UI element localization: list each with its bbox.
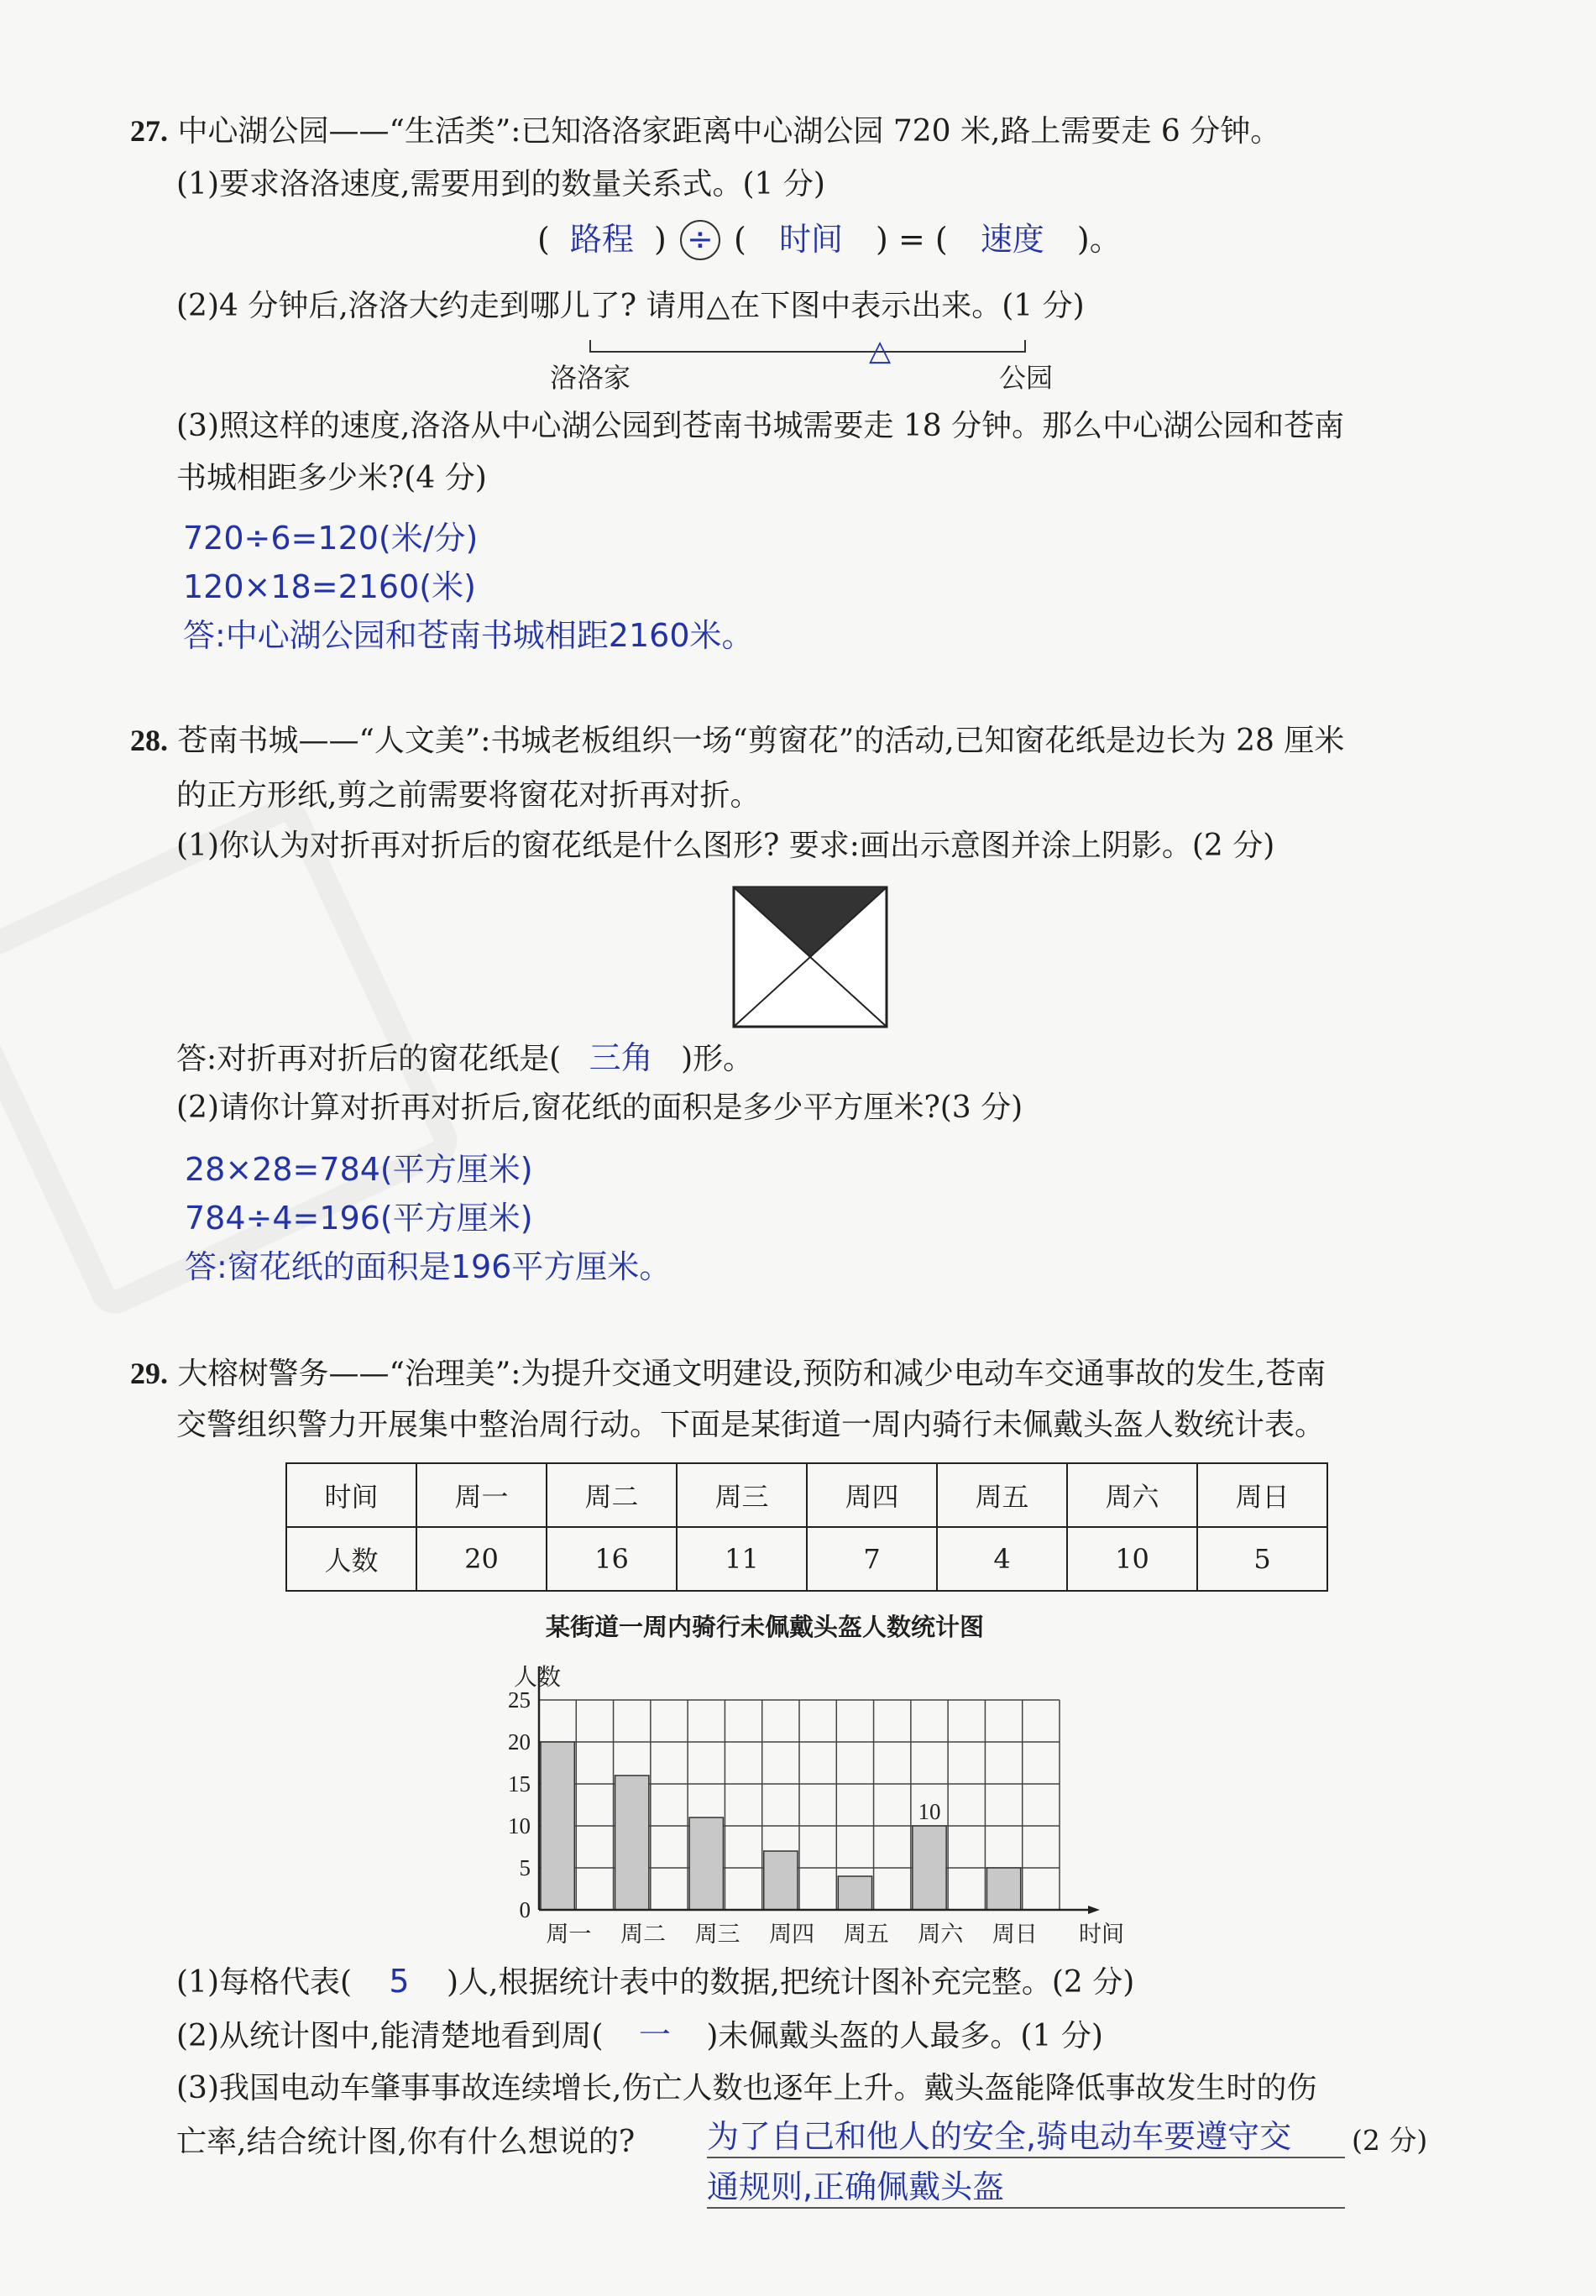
q29-stem-line1 xyxy=(130,1355,1326,1393)
x-tick-label: 周六 xyxy=(918,1922,964,1948)
formula-paren: ( xyxy=(734,221,746,258)
q27-part1: (1)要求洛洛速度,需要用到的数量关系式。(1 分) xyxy=(176,167,825,201)
q29-part2 xyxy=(176,2016,1103,2055)
bar xyxy=(615,1776,649,1910)
route-tick-left xyxy=(589,340,591,352)
bar xyxy=(838,1876,871,1910)
q28-answer1 xyxy=(176,1039,753,1078)
formula-equals: = xyxy=(897,221,925,258)
table-cell: 20 xyxy=(416,1527,547,1591)
formula-answer-speed[interactable]: 速度 xyxy=(980,221,1044,258)
table-cell: 周四 xyxy=(807,1463,937,1527)
formula-paren: ( xyxy=(934,221,948,258)
formula-paren: )。 xyxy=(1076,221,1122,258)
q29-stem-text-1: 大榕树警务——“治理美”:为提升交通文明建设,预防和减少电动车交通事故的发生,苍南 xyxy=(177,1357,1327,1391)
route-label-home: 洛洛家 xyxy=(550,362,631,394)
chart-title: 某街道一周内骑行未佩戴头盔人数统计图 xyxy=(546,1613,985,1641)
q28-number: 28. xyxy=(130,724,168,757)
y-tick-label: 15 xyxy=(508,1771,531,1797)
q29-score: (2 分) xyxy=(1352,2124,1428,2157)
bar-chart xyxy=(487,1641,1142,1952)
q28-answer1-value[interactable]: 三角 xyxy=(589,1039,653,1076)
formula-paren: ) xyxy=(876,221,888,258)
q29-part3-line1: (3)我国电动车肇事事故连续增长,伤亡人数也逐年上升。戴头盔能降低事故发生时的伤 xyxy=(176,2071,1317,2105)
y-tick-label: 0 xyxy=(519,1897,531,1922)
formula-paren: ( xyxy=(537,221,550,258)
q29-answer-line1[interactable]: 为了自己和他人的安全,骑电动车要遵守交 xyxy=(707,2110,1345,2158)
table-row-header xyxy=(286,1463,1327,1527)
q29-part3-prompt: 亡率,结合统计图,你有什么想说的? xyxy=(176,2125,636,2159)
q29-part1-suffix: )人,根据统计表中的数据,把统计图补充完整。(2 分) xyxy=(446,1965,1135,2000)
folded-paper-diagram xyxy=(732,886,888,1028)
table-cell: 周二 xyxy=(547,1463,677,1527)
q27-part3-line1: (3)照这样的速度,洛洛从中心湖公园到苍南书城需要走 18 分钟。那么中心湖公园和苍南 xyxy=(176,409,1345,443)
q28-work-1[interactable]: 28×28=784(平方厘米) xyxy=(185,1151,533,1188)
x-tick-label: 周三 xyxy=(694,1922,740,1948)
table-cell: 周五 xyxy=(937,1463,1067,1527)
y-axis-label: 人数 xyxy=(514,1663,562,1691)
table-cell: 周日 xyxy=(1197,1463,1327,1527)
bar xyxy=(541,1742,574,1910)
table-cell: 周一 xyxy=(416,1463,547,1527)
q27-work-2[interactable]: 120×18=2160(米) xyxy=(183,568,476,605)
x-axis-label: 时间 xyxy=(1079,1922,1124,1948)
route-marker-triangle[interactable]: △ xyxy=(869,334,892,368)
q28-answer[interactable]: 答:窗花纸的面积是196平方厘米。 xyxy=(185,1248,672,1285)
table-cell: 10 xyxy=(1067,1527,1197,1591)
table-row-values xyxy=(286,1527,1327,1591)
table-cell: 人数 xyxy=(286,1527,416,1591)
x-axis-arrow xyxy=(1088,1906,1100,1914)
table-cell: 16 xyxy=(547,1527,677,1591)
q27-number: 27. xyxy=(130,114,168,148)
q29-part1-prefix: (1)每格代表( xyxy=(176,1965,353,2000)
table-cell: 5 xyxy=(1197,1527,1327,1591)
q28-stem-line1 xyxy=(130,722,1344,760)
x-tick-label: 周二 xyxy=(620,1922,666,1948)
route-label-park: 公园 xyxy=(999,362,1054,394)
q29-part2-suffix: )未佩戴头盔的人最多。(1 分) xyxy=(706,2019,1103,2053)
q29-answer-line2[interactable]: 通规则,正确佩戴头盔 xyxy=(707,2161,1345,2209)
formula-paren: ) xyxy=(654,221,667,258)
q29-number: 29. xyxy=(130,1357,168,1390)
q28-stem-line2: 的正方形纸,剪之前需要将窗花对折再对折。 xyxy=(176,778,761,813)
q28-stem-text-1: 苍南书城——“人文美”:书城老板组织一场“剪窗花”的活动,已知窗花纸是边长为 28 厘米 xyxy=(177,724,1345,758)
q29-part1-value[interactable]: 5 xyxy=(389,1963,410,2000)
table-cell: 4 xyxy=(937,1527,1067,1591)
q29-part2-prefix: (2)从统计图中,能清楚地看到周( xyxy=(176,2019,604,2053)
q29-part3-line2 xyxy=(176,2124,635,2161)
q27-work-1[interactable]: 720÷6=120(米/分) xyxy=(183,520,479,557)
y-tick-label: 5 xyxy=(519,1855,531,1880)
formula-answer-time[interactable]: 时间 xyxy=(778,221,843,258)
q28-work-2[interactable]: 784÷4=196(平方厘米) xyxy=(185,1200,533,1237)
q27-stem-text: 中心湖公园——“生活类”:已知洛洛家距离中心湖公园 720 米,路上需要走 6 分钟。 xyxy=(177,114,1281,149)
x-tick-label: 周一 xyxy=(546,1922,592,1948)
y-tick-label: 25 xyxy=(508,1687,531,1713)
route-line xyxy=(589,351,1026,353)
q28-part2: (2)请你计算对折再对折后,窗花纸的面积是多少平方厘米?(3 分) xyxy=(176,1090,1023,1125)
q28-part1: (1)你认为对折再对折后的窗花纸是什么图形? 要求:画出示意图并涂上阴影。(2 分) xyxy=(176,829,1275,863)
formula-answer-distance[interactable]: 路程 xyxy=(569,221,634,258)
y-tick-label: 20 xyxy=(508,1729,531,1755)
q28-answer1-prefix: 答:对折再对折后的窗花纸是( xyxy=(176,1042,562,1076)
q29-stem-line2: 交警组织警力开展集中整治周行动。下面是某街道一周内骑行未佩戴头盔人数统计表。 xyxy=(176,1408,1326,1442)
table-cell: 周三 xyxy=(677,1463,807,1527)
table-cell: 11 xyxy=(677,1527,807,1591)
data-label: 10 xyxy=(918,1799,941,1824)
bar xyxy=(764,1851,798,1910)
x-tick-label: 周日 xyxy=(992,1922,1038,1948)
q27-stem xyxy=(130,112,1280,150)
q27-answer[interactable]: 答:中心湖公园和苍南书城相距2160米。 xyxy=(183,617,754,654)
q28-answer1-suffix: )形。 xyxy=(681,1042,754,1076)
bar xyxy=(913,1826,946,1910)
q29-part2-value[interactable]: 一 xyxy=(638,2016,671,2053)
q29-part1 xyxy=(176,1963,1134,2001)
route-tick-right xyxy=(1024,340,1026,352)
q27-part2: (2)4 分钟后,洛洛大约走到哪儿了? 请用△在下图中表示出来。(1 分) xyxy=(176,289,1085,323)
bar xyxy=(689,1817,723,1910)
table-cell: 周六 xyxy=(1067,1463,1197,1527)
bar xyxy=(986,1868,1020,1910)
x-tick-label: 周四 xyxy=(769,1922,815,1948)
q27-formula xyxy=(537,220,1122,260)
divide-operator: ÷ xyxy=(687,221,714,258)
stats-table xyxy=(285,1462,1328,1592)
y-tick-label: 10 xyxy=(508,1813,531,1838)
x-tick-label: 周五 xyxy=(843,1922,889,1948)
table-cell: 时间 xyxy=(286,1463,416,1527)
table-cell: 7 xyxy=(807,1527,937,1591)
formula-operator-circle[interactable] xyxy=(680,220,720,260)
q27-part3-line2: 书城相距多少米?(4 分) xyxy=(176,461,487,495)
